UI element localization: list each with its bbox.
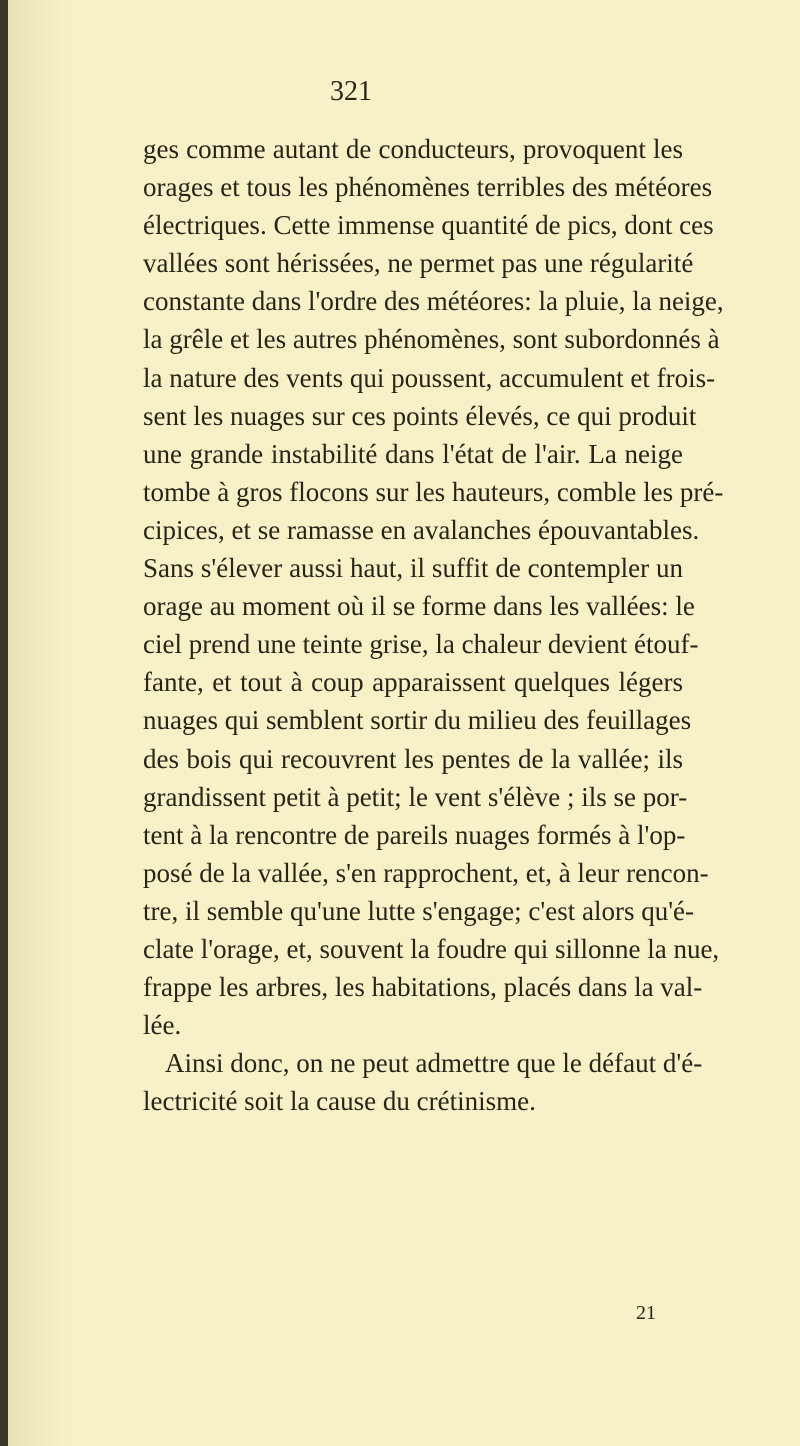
text-line: lectricité soit la cause du crétinisme. bbox=[143, 1086, 536, 1117]
text-line: orage au moment où il se forme dans les vallées: le bbox=[143, 591, 695, 622]
text-line: posé de la vallée, s'en rapprochent, et, à leur rencon- bbox=[143, 857, 709, 888]
text-line: sent les nuages sur ces points élevés, ce qui produit bbox=[143, 400, 697, 431]
text-line: tombe à gros flocons sur les hauteurs, comble les pré- bbox=[143, 476, 724, 507]
text-line: ciel prend une teinte grise, la chaleur devient étouf- bbox=[143, 629, 699, 660]
text-line: Ainsi donc, on ne peut admettre que le défaut d'é- bbox=[165, 1048, 703, 1079]
body-text bbox=[143, 130, 724, 1120]
text-line: grandissent petit à petit; le vent s'élève ; ils se por- bbox=[143, 781, 688, 812]
text-line: la nature des vents qui poussent, accumulent et frois- bbox=[143, 362, 716, 393]
text-line: constante dans l'ordre des météores: la pluie, la neige, bbox=[143, 286, 724, 317]
text-line: ges comme autant de conducteurs, provoquent les bbox=[143, 134, 683, 164]
text-line: électriques. Cette immense quantité de pics, dont ces bbox=[143, 210, 714, 241]
page-number: 321 bbox=[330, 76, 372, 107]
text-line: orages et tous les phénomènes terribles des météores bbox=[143, 172, 713, 203]
text-line: frappe les arbres, les habitations, placés dans la val- bbox=[143, 972, 703, 1003]
signature-mark: 21 bbox=[636, 1302, 656, 1324]
text-line: vallées sont hérissées, ne permet pas une régularité bbox=[143, 248, 694, 279]
text-line: des bois qui recouvrent les pentes de la vallée; ils bbox=[143, 743, 683, 774]
text-line: une grande instabilité dans l'état de l'air. La neige bbox=[143, 438, 683, 469]
text-line: nuages qui semblent sortir du milieu des feuillages bbox=[143, 705, 692, 736]
text-line: Sans s'élever aussi haut, il suffit de contempler un bbox=[143, 553, 683, 584]
book-spine-edge bbox=[0, 0, 8, 1446]
text-line: clate l'orage, et, souvent la foudre qui sillonne la nue, bbox=[143, 933, 720, 964]
text-line: fante, et tout à coup apparaissent quelques légers bbox=[143, 667, 683, 698]
page-gutter-shadow bbox=[8, 0, 68, 1446]
text-line: cipices, et se ramasse en avalanches épouvantables. bbox=[143, 514, 700, 545]
text-line: tre, il semble qu'une lutte s'engage; c'est alors qu'é- bbox=[143, 895, 695, 926]
text-line: lée. bbox=[143, 1010, 182, 1041]
text-line: tent à la rencontre de pareils nuages formés à l'op- bbox=[143, 819, 686, 850]
text-line: la grêle et les autres phénomènes, sont subordonnés à bbox=[143, 324, 720, 355]
